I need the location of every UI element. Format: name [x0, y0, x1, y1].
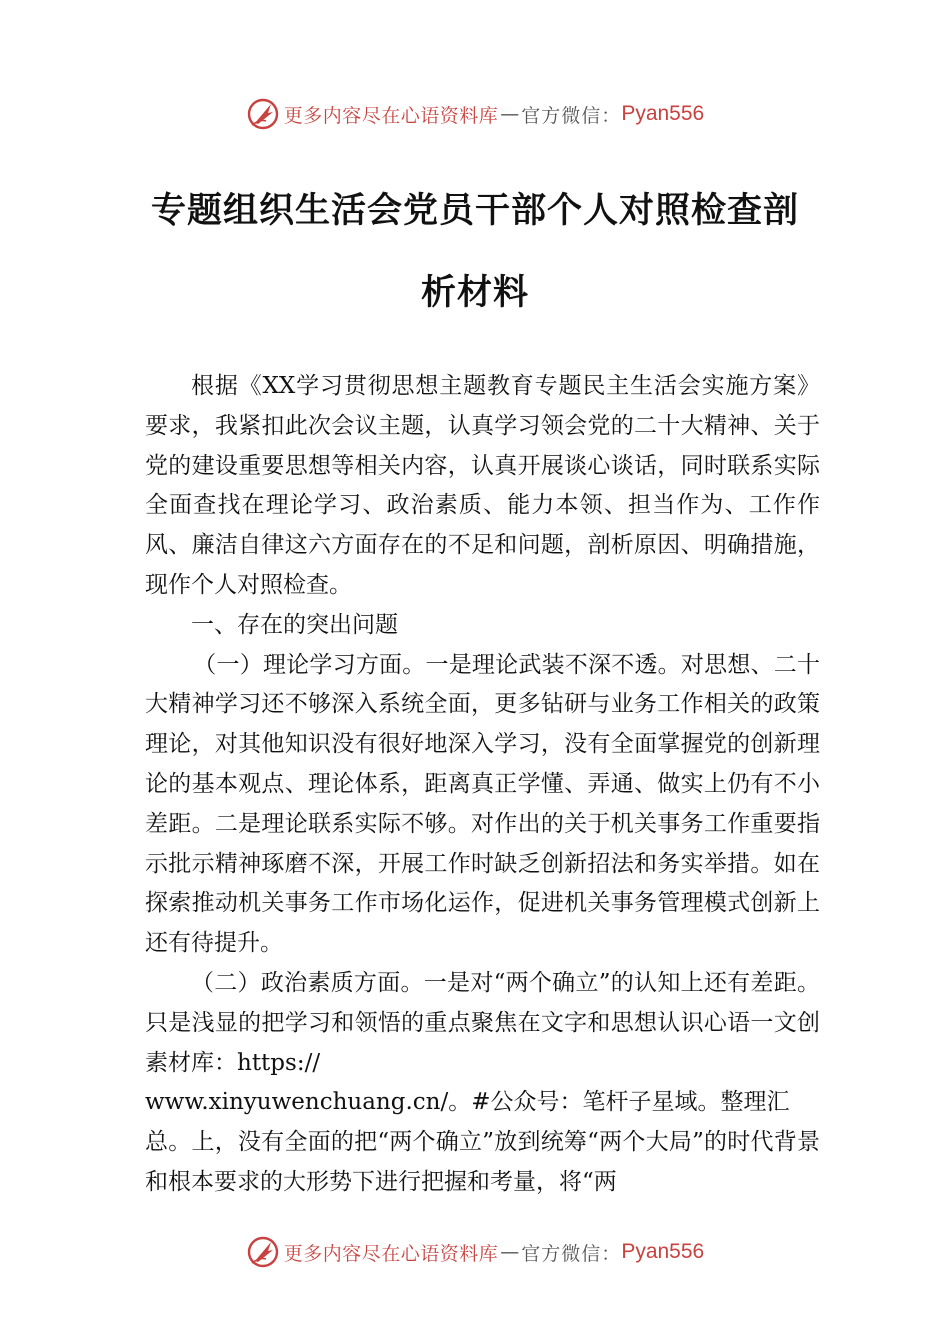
section-heading: 一、存在的突出问题: [191, 611, 398, 638]
item-political-part1: （二）政治素质方面。一是对“两个确立”的认知上还有差距。只是浅显的把学习和领悟的重点聚焦在文字和思想认识心语一文创素材库：https://: [145, 969, 820, 1076]
banner-wechat-id: Pyan556: [621, 102, 705, 125]
item-theory-study: （一）理论学习方面。一是理论武装不深不透。对思想、二十大精神学习还不够深入系统全面，更多钻研与业务工作相关的政策理论，对其他知识没有很好地深入学习，没有全面掌握党的创新理论的基本观点、理论体系，距离真正学懂、弄通、做实上仍有不小差距。二是理论联系实际不够。对作出的关于机关事务工作重要指示批示精神琢磨不深，开展工作时缺乏创新招法和务实举措。如在探索推动机关事务工作市场化运作，促进机关事务管理模式创新上还有待提升。: [145, 651, 820, 957]
quill-logo-icon: [246, 1235, 280, 1269]
banner-text: 更多内容尽在心语资料库: [283, 104, 499, 127]
banner-wechat-id: Pyan556: [621, 1240, 705, 1263]
banner-text: 更多内容尽在心语资料库: [283, 1242, 499, 1265]
banner-label: 官方微信：: [521, 104, 622, 127]
banner-separator: —: [500, 1241, 520, 1263]
footer-banner: [0, 1232, 950, 1272]
document-title: [100, 170, 850, 334]
banner-separator: —: [500, 103, 520, 125]
document-body: [145, 367, 820, 1203]
header-banner: [0, 94, 950, 134]
item-political-part2: 总。上，没有全面的把“两个确立”放到统筹“两个大局”的时代背景和根本要求的大形势下进行把握和考量，将“两: [145, 1129, 820, 1195]
item-political-url: www.xinyuwenchuang.cn/。#公众号：笔杆子星域。整理汇: [145, 1089, 790, 1116]
intro-paragraph: 根据《XX学习贯彻思想主题教育专题民主生活会实施方案》要求，我紧扣此次会议主题，认真学习领会党的二十大精神、关于党的建设重要思想等相关内容，认真开展谈心谈话，同时联系实际全面查找在理论学习、政治素质、能力本领、担当作为、工作作风、廉洁自律这六方面存在的不足和问题，剖析原因、明确措施，现作个人对照检查。: [145, 373, 820, 598]
title-line-1: 专题组织生活会党员干部个人对照检查剖: [150, 191, 799, 231]
banner-label: 官方微信：: [521, 1242, 622, 1265]
quill-logo-icon: [246, 97, 280, 131]
item-political-quality: [145, 964, 820, 1203]
title-line-2: 析材料: [420, 273, 529, 313]
